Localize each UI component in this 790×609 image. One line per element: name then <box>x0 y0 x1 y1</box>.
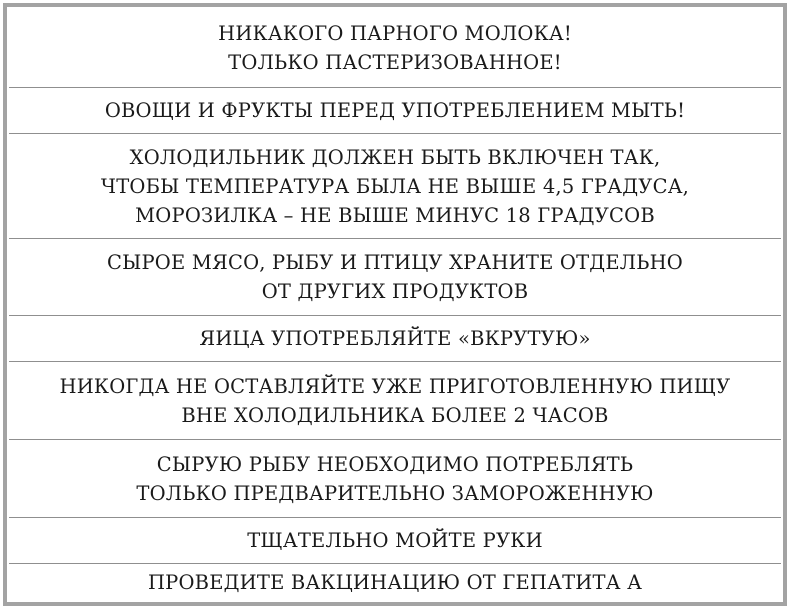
rule-text-line: ЯИЦА УПОТРЕБЛЯЙТЕ «ВКРУТУЮ» <box>199 327 591 350</box>
rule-text-line: ПРОВЕДИТЕ ВАКЦИНАЦИЮ ОТ ГЕПАТИТА А <box>147 570 643 594</box>
rule-row-wash-hands <box>9 518 781 564</box>
rule-text-line: ТОЛЬКО ПАСТЕРИЗОВАННОЕ! <box>228 51 562 74</box>
rule-text-line: ХОЛОДИЛЬНИК ДОЛЖЕН БЫТЬ ВКЛЮЧЕН ТАК, <box>129 145 661 169</box>
rule-text-line: ВНЕ ХОЛОДИЛЬНИКА БОЛЕЕ 2 ЧАСОВ <box>181 403 609 427</box>
rule-row-pasteurized-milk <box>9 9 781 88</box>
rule-text-line: МОРОЗИЛКА – НЕ ВЫШЕ МИНУС 18 ГРАДУСОВ <box>135 203 655 227</box>
rule-row-cooked-food-limit <box>9 362 781 440</box>
rule-row-hepatitis-vaccination <box>9 564 781 600</box>
rule-text-line: СЫРОЕ МЯСО, РЫБУ И ПТИЦУ ХРАНИТЕ ОТДЕЛЬНО <box>106 251 683 274</box>
rule-text-line: ЧТОБЫ ТЕМПЕРАТУРА БЫЛА НЕ ВЫШЕ 4,5 ГРАДУСА, <box>100 174 690 198</box>
rule-text-line: СЫРУЮ РЫБУ НЕОБХОДИМО ПОТРЕБЛЯТЬ <box>156 452 634 476</box>
rule-row-fridge-temperature <box>9 134 781 239</box>
rule-row-wash-produce <box>9 88 781 134</box>
rule-text-line: НИКОГДА НЕ ОСТАВЛЯЙТЕ УЖЕ ПРИГОТОВЛЕННУЮ ПИЩУ <box>59 374 731 398</box>
rules-table-frame <box>3 3 787 606</box>
rule-row-frozen-raw-fish <box>9 440 781 518</box>
rule-text-line: ТЩАТЕЛЬНО МОЙТЕ РУКИ <box>247 529 543 552</box>
rule-row-hard-boiled-eggs <box>9 316 781 362</box>
rule-text-line: ОВОЩИ И ФРУКТЫ ПЕРЕД УПОТРЕБЛЕНИЕМ МЫТЬ! <box>104 99 686 122</box>
rule-text-line: ОТ ДРУГИХ ПРОДУКТОВ <box>261 280 529 303</box>
rule-text-line: НИКАКОГО ПАРНОГО МОЛОКА! <box>218 22 572 45</box>
rule-text-line: ТОЛЬКО ПРЕДВАРИТЕЛЬНО ЗАМОРОЖЕННУЮ <box>136 481 654 505</box>
rules-table <box>9 9 781 600</box>
rule-row-store-raw-separately <box>9 239 781 316</box>
